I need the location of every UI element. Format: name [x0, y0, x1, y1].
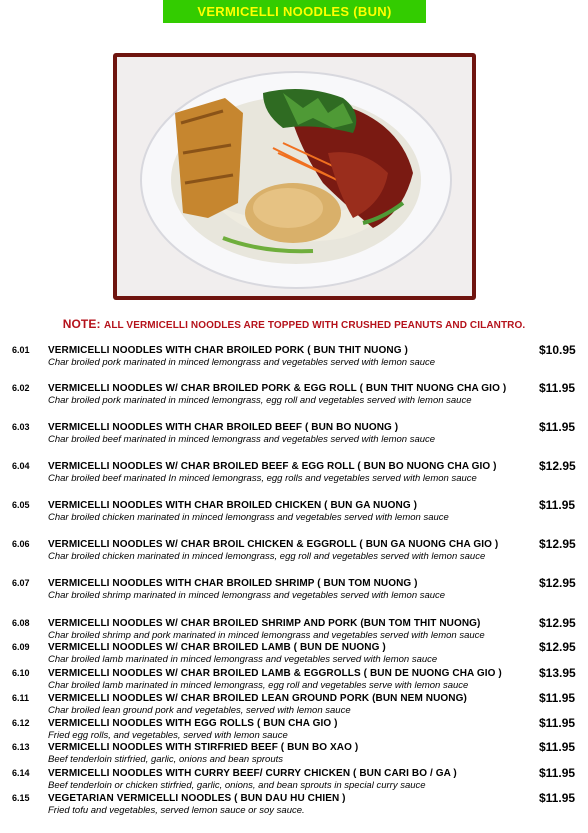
note-lead: NOTE:: [62, 317, 101, 331]
menu-item-description: Char broiled beef marinated In minced lemongrass, egg rolls and vegetables served with lemon sauce: [48, 473, 477, 484]
menu-item-description: Char broiled chicken marinated in minced lemongrass, egg roll and vegetables served with lemon sauce: [48, 551, 486, 562]
menu-item-number: 6.15: [12, 793, 30, 803]
note-text: [0, 317, 588, 331]
menu-item-name: VERMICELLI NOODLES W/ CHAR BROILED SHRIMP AND PORK (BUN TOM THIT NUONG): [48, 618, 481, 629]
menu-item-name: VERMICELLI NOODLES W/ CHAR BROIL CHICKEN & EGGROLL ( BUN GA NUONG CHA GIO ): [48, 539, 499, 550]
menu-item-number: 6.14: [12, 768, 30, 778]
menu-item-description: Fried tofu and vegetables, served lemon sauce or soy sauce.: [48, 805, 305, 816]
menu-item-number: 6.02: [12, 383, 30, 393]
menu-item-price: $11.95: [539, 498, 576, 512]
menu-item-price: $11.95: [539, 766, 576, 780]
menu-item-description: Char broiled shrimp and pork marinated in minced lemongrass and vegetables served with lemon sauce: [48, 630, 485, 641]
menu-item-number: 6.09: [12, 642, 30, 652]
menu-item-description: Beef tenderloin or chicken stirfried, garlic, onions, and bean sprouts in special curry sauce: [48, 780, 426, 791]
menu-item-number: 6.12: [12, 718, 30, 728]
menu-item-name: VERMICELLI NOODLES WITH CHAR BROILED CHICKEN ( BUN GA NUONG ): [48, 500, 418, 511]
menu-item-price: $12.95: [539, 576, 576, 590]
menu-item-price: $11.95: [539, 691, 576, 705]
vermicelli-bowl-photo: [113, 53, 476, 300]
menu-item-name: VERMICELLI NOODLES W/ CHAR BROILED BEEF & EGG ROLL ( BUN BO NUONG CHA GIO ): [48, 461, 497, 472]
menu-item-number: 6.08: [12, 618, 30, 628]
menu-item-name: VERMICELLI NOODLES WITH CHAR BROILED BEEF ( BUN BO NUONG ): [48, 422, 399, 433]
menu-item-name: VEGETARIAN VERMICELLI NOODLES ( BUN DAU HU CHIEN ): [48, 793, 346, 804]
menu-item-price: $12.95: [539, 616, 576, 630]
menu-item-name: VERMICELLI NOODLES WITH CHAR BROILED PORK ( BUN THIT NUONG ): [48, 345, 408, 356]
note-body: ALL VERMICELLI NOODLES ARE TOPPED WITH CRUSHED PEANUTS AND CILANTRO.: [104, 320, 526, 331]
menu-item-price: $11.95: [539, 791, 576, 805]
menu-item-number: 6.10: [12, 668, 30, 678]
menu-item-description: Char broiled beef marinated in minced lemongrass and vegetables served with lemon sauce: [48, 434, 436, 445]
menu-item-name: VERMICELLI NOODLES W/ CHAR BROILED LAMB ( BUN DE NUONG ): [48, 642, 386, 653]
menu-item-price: $11.95: [539, 716, 576, 730]
menu-item-description: Char broiled lamb marinated in minced lemongrass, egg roll and vegetables serve with lemon sauce: [48, 680, 469, 691]
menu-item-name: VERMICELLI NOODLES WITH EGG ROLLS ( BUN CHA GIO ): [48, 718, 338, 729]
menu-item-name: VERMICELLI NOODLES W/ CHAR BROILED PORK & EGG ROLL ( BUN THIT NUONG CHA GIO ): [48, 383, 507, 394]
page-title: VERMICELLI NOODLES (BUN): [163, 0, 426, 23]
menu-item-name: VERMICELLI NOODLES W/ CHAR BROILED LEAN GROUND PORK (BUN NEM NUONG): [48, 693, 467, 704]
menu-item-name: VERMICELLI NOODLES WITH CURRY BEEF/ CURRY CHICKEN ( BUN CARI BO / GA ): [48, 768, 457, 779]
menu-item-number: 6.07: [12, 578, 30, 588]
menu-item-description: Beef tenderloin stirfried, garlic, onions and bean sprouts: [48, 754, 283, 765]
menu-item-price: $12.95: [539, 459, 576, 473]
menu-item-price: $11.95: [539, 381, 576, 395]
menu-item-description: Char broiled lamb marinated in minced lemongrass and vegetables served with lemon sauce: [48, 654, 438, 665]
menu-item-number: 6.06: [12, 539, 30, 549]
menu-item-description: Char broiled chicken marinated in minced lemongrass and vegetables served with lemon sauce: [48, 512, 449, 523]
menu-item-description: Char broiled pork marinated in minced lemongrass, egg roll and vegetables served with lemon sauce: [48, 395, 472, 406]
menu-item-price: $12.95: [539, 537, 576, 551]
menu-item-name: VERMICELLI NOODLES WITH CHAR BROILED SHRIMP ( BUN TOM NUONG ): [48, 578, 418, 589]
menu-item-price: $13.95: [539, 666, 576, 680]
menu-item-price: $11.95: [539, 420, 576, 434]
menu-item-description: Char broiled shrimp marinated in minced lemongrass and vegetables served with lemon sauce: [48, 590, 446, 601]
menu-item-number: 6.05: [12, 500, 30, 510]
menu-item-name: VERMICELLI NOODLES WITH STIRFRIED BEEF ( BUN BO XAO ): [48, 742, 359, 753]
menu-item-number: 6.01: [12, 345, 30, 355]
menu-item-price: $10.95: [539, 343, 576, 357]
menu-item-number: 6.03: [12, 422, 30, 432]
menu-item-name: VERMICELLI NOODLES W/ CHAR BROILED LAMB & EGGROLLS ( BUN DE NUONG CHA GIO ): [48, 668, 502, 679]
menu-item-price: $11.95: [539, 740, 576, 754]
menu-item-price: $12.95: [539, 640, 576, 654]
menu-item-description: Char broiled lean ground pork and vegetables, served with lemon sauce: [48, 705, 351, 716]
menu-item-number: 6.11: [12, 693, 30, 703]
menu-item-description: Char broiled pork marinated in minced lemongrass and vegetables served with lemon sauce: [48, 357, 436, 368]
menu-item-number: 6.13: [12, 742, 30, 752]
menu-item-description: Fried egg rolls, and vegetables, served with lemon sauce: [48, 730, 288, 741]
menu-item-number: 6.04: [12, 461, 30, 471]
